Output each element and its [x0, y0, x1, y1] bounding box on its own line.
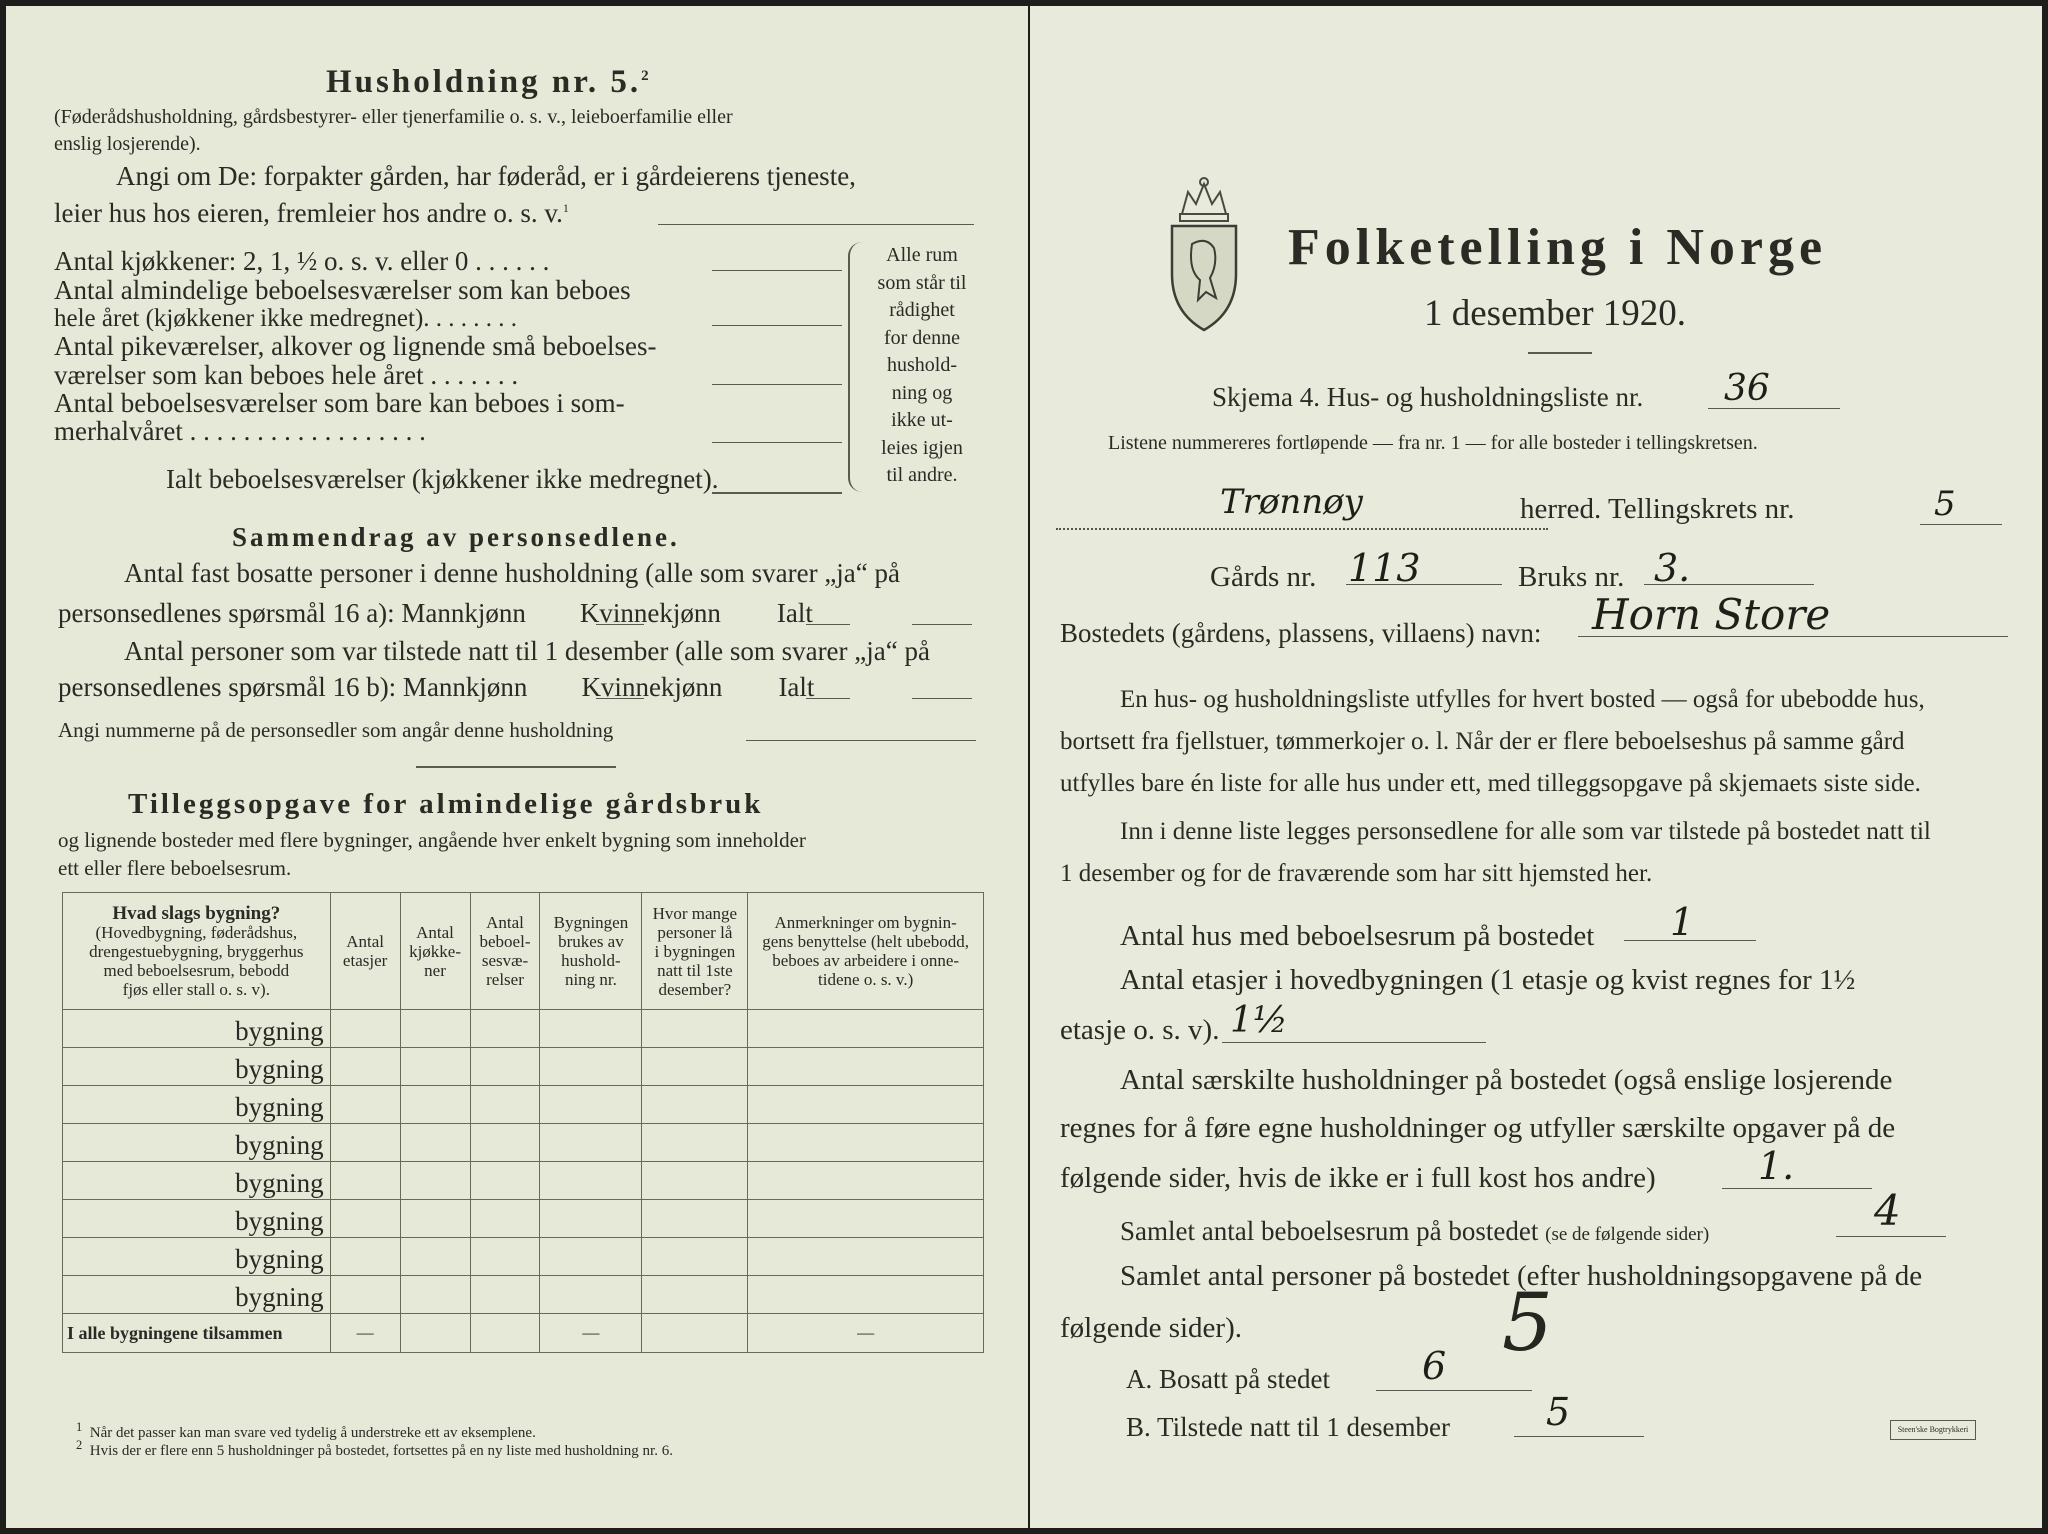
- building-cell: [642, 1048, 748, 1086]
- answer-line: [712, 325, 842, 326]
- angi-answer-line: [658, 224, 974, 225]
- rooms-kitchens: Antal kjøkkener: 2, 1, ½ o. s. v. eller 0 . . . . . .: [54, 246, 550, 276]
- rooms-summer-2: merhalvåret . . . . . . . . . . . . . . . . . .: [54, 416, 426, 446]
- building-cell: [400, 1048, 470, 1086]
- header-kitchens: Antal kjøkke- ner: [400, 893, 470, 1010]
- building-cell: [540, 1276, 642, 1314]
- answer-line: [596, 698, 644, 699]
- building-cell: [642, 1162, 748, 1200]
- rooms-ordinary-1: Antal almindelige beboelsesværelser som kan beboes: [54, 275, 631, 305]
- answer-line: [1056, 528, 1548, 530]
- skjema-label: Skjema 4. Hus- og husholdningsliste nr.: [1212, 382, 1644, 412]
- table-row: [63, 1048, 984, 1086]
- building-label: bygning: [63, 1048, 331, 1086]
- building-cell: [400, 1238, 470, 1276]
- building-cell: [748, 1162, 984, 1200]
- answer-line: [1920, 524, 2002, 525]
- right-page: [1030, 6, 2042, 1528]
- building-cell: [400, 1124, 470, 1162]
- header-persons: Hvor mange personer lå i bygningen natt til 1ste desember?: [642, 893, 748, 1010]
- answer-line: [1222, 1042, 1486, 1043]
- intro-4: Inn i denne liste legges personsedlene for alle som var tilstede på bostedet natt til: [1120, 818, 1931, 845]
- building-cell: [470, 1010, 540, 1048]
- building-cell: [540, 1124, 642, 1162]
- building-label: bygning: [63, 1124, 331, 1162]
- table-row: [63, 1124, 984, 1162]
- addendum-sub-1: og lignende bosteder med flere bygninger, angående hver enkelt bygning som inneholder: [58, 828, 806, 852]
- building-label: bygning: [63, 1276, 331, 1314]
- building-cell: [470, 1086, 540, 1124]
- building-cell: [330, 1086, 400, 1124]
- building-label: bygning: [63, 1162, 331, 1200]
- rooms-ordinary-2: hele året (kjøkkener ikke medregnet). . . . . . . .: [54, 305, 518, 332]
- husholdninger-value: 1.: [1758, 1144, 1795, 1188]
- household-subtitle-2: enslig losjerende).: [54, 133, 201, 155]
- building-cell: [642, 1010, 748, 1048]
- intro-2: bortsett fra fjellstuer, tømmerkojer o. l. Når der er flere beboelseshus på samme gård: [1060, 728, 1905, 755]
- building-cell: [470, 1048, 540, 1086]
- building-cell: [400, 1200, 470, 1238]
- building-label: bygning: [63, 1238, 331, 1276]
- tellingskrets-number: 5: [1934, 484, 1956, 524]
- answer-line: [1514, 1436, 1644, 1437]
- bosatt-value: 6: [1422, 1344, 1447, 1388]
- building-cell: [540, 1048, 642, 1086]
- bruks-number: 3.: [1654, 546, 1691, 590]
- angi-line-1: Angi om De: forpakter gården, har føderåd, er i gårdeierens tjeneste,: [116, 161, 856, 191]
- header-rooms: Antal beboel- sesvæ- relser: [470, 893, 540, 1010]
- building-cell: [540, 1238, 642, 1276]
- table-row: [63, 1200, 984, 1238]
- etasjer-line-2: etasje o. s. v).: [1060, 1014, 1220, 1046]
- coat-of-arms-icon: [1166, 174, 1242, 334]
- header-remarks: Anmerkninger om bygnin- gens benyttelse (helt ubebodd, beboes av arbeidere i onne- tidene o. s. v.): [748, 893, 984, 1010]
- building-cell: [400, 1276, 470, 1314]
- total-cell: —: [748, 1314, 984, 1353]
- table-row: [63, 1162, 984, 1200]
- household-title: Husholdning nr. 5.$^2$: [326, 64, 652, 100]
- bruks-label: Bruks nr.: [1518, 561, 1625, 593]
- answer-line: [712, 442, 842, 443]
- total-cell: [642, 1314, 748, 1353]
- listene-note: Listene nummereres fortløpende — fra nr. 1 — for alle bosteder i tellingskretsen.: [1108, 432, 1758, 454]
- bosted-label: Bostedets (gårdens, plassens, villaens) navn:: [1060, 618, 1542, 648]
- table-row: [63, 1010, 984, 1048]
- rooms-maid-2: værelser som kan beboes hele året . . . . . . .: [54, 360, 519, 390]
- etasjer-line-1: Antal etasjer i hovedbygningen (1 etasje og kvist regnes for 1½: [1120, 964, 1856, 996]
- addendum-title: Tilleggsopgave for almindelige gårdsbruk: [128, 788, 764, 820]
- total-label: I alle bygningene tilsammen: [63, 1314, 331, 1353]
- answer-line: [596, 624, 644, 625]
- building-cell: [330, 1048, 400, 1086]
- building-cell: [470, 1124, 540, 1162]
- answer-line: [912, 624, 972, 625]
- household-subtitle: (Føderådshusholdning, gårdsbestyrer- eller tjenerfamilie o. s. v., leieboerfamilie eller: [54, 106, 733, 128]
- angi-line-2: leier hus hos eieren, fremleier hos andre o. s. v.$^1$: [54, 198, 569, 228]
- census-date: 1 desember 1920.: [1424, 293, 1687, 334]
- table-row: [63, 1276, 984, 1314]
- building-cell: [470, 1238, 540, 1276]
- fast-line-2: personsedlenes spørsmål 16 a): Mannkjønn Kvinnekjønn Ialt: [58, 598, 813, 628]
- husholdninger-line-1: Antal særskilte husholdninger på bostedet (også enslige losjerende: [1120, 1064, 1893, 1096]
- personer-line-1: Samlet antal personer på bostedet (efter husholdningsopgavene på de: [1120, 1260, 1923, 1292]
- building-rows: [63, 1010, 984, 1314]
- tilstede-label: B. Tilstede natt til 1 desember: [1126, 1412, 1450, 1442]
- skjema-number: 36: [1724, 368, 1770, 409]
- answer-line: [746, 740, 976, 741]
- antal-hus-value: 1: [1670, 900, 1695, 944]
- building-cell: [642, 1200, 748, 1238]
- building-label: bygning: [63, 1010, 331, 1048]
- table-row: [63, 1238, 984, 1276]
- husholdninger-line-2: regnes for å føre egne husholdninger og utfyller særskilte opgaver på de: [1060, 1112, 1896, 1144]
- building-cell: [748, 1276, 984, 1314]
- beboelsesrum-value: 4: [1874, 1186, 1901, 1235]
- personer-bracket-value: 5: [1502, 1276, 1553, 1369]
- bosted-name: Horn Store: [1592, 590, 1831, 639]
- gards-number: 113: [1348, 546, 1421, 590]
- building-cell: [748, 1010, 984, 1048]
- answer-line: [712, 492, 842, 494]
- building-cell: [540, 1010, 642, 1048]
- rooms-summer-1: Antal beboelsesværelser som bare kan beboes i som-: [54, 388, 625, 418]
- building-cell: [330, 1238, 400, 1276]
- intro-5: 1 desember og for de fraværende som har sitt hjemsted her.: [1060, 860, 1653, 887]
- census-title: Folketelling i Norge: [1288, 219, 1828, 276]
- building-cell: [748, 1048, 984, 1086]
- answer-line: [1722, 1188, 1872, 1189]
- herred-label: herred. Tellingskrets nr.: [1520, 493, 1795, 525]
- building-cell: [400, 1162, 470, 1200]
- building-cell: [642, 1276, 748, 1314]
- addendum-sub-2: ett eller flere beboelsesrum.: [58, 856, 292, 880]
- intro-1: En hus- og husholdningsliste utfylles for hvert bosted — også for ubebodde hus,: [1120, 686, 1925, 713]
- tilstede-line-2: personsedlenes spørsmål 16 b): Mannkjønn Kvinnekjønn Ialt: [58, 672, 815, 702]
- building-cell: [748, 1200, 984, 1238]
- angi-nummerne: Angi nummerne på de personsedler som angår denne husholdning: [58, 718, 614, 742]
- herred-value: Trønnøy: [1220, 482, 1363, 522]
- building-cell: [642, 1238, 748, 1276]
- header-household: Bygningen brukes av hushold- ning nr.: [540, 893, 642, 1010]
- building-cell: [470, 1162, 540, 1200]
- building-cell: [540, 1086, 642, 1124]
- rooms-total-label: Ialt beboelsesværelser (kjøkkener ikke medregnet).: [166, 464, 719, 494]
- total-cell: [470, 1314, 540, 1353]
- tilstede-line-1: Antal personer som var tilstede natt til 1 desember (alle som svarer „ja“ på: [124, 636, 930, 666]
- building-cell: [330, 1124, 400, 1162]
- building-cell: [330, 1276, 400, 1314]
- etasjer-value: 1½: [1230, 1000, 1288, 1041]
- building-table: [62, 892, 984, 1353]
- building-cell: [400, 1086, 470, 1124]
- answer-line: [806, 698, 850, 699]
- title-divider: [1528, 352, 1592, 354]
- total-cell: [400, 1314, 470, 1353]
- footnote-1: $^1$ Når det passer kan man svare ved tydelig å understreke ett av eksemplene.: [76, 1420, 536, 1441]
- personer-line-2: følgende sider).: [1060, 1312, 1242, 1344]
- building-cell: [470, 1276, 540, 1314]
- building-cell: [330, 1010, 400, 1048]
- building-cell: [540, 1200, 642, 1238]
- fast-line-1: Antal fast bosatte personer i denne husholdning (alle som svarer „ja“ på: [124, 558, 900, 588]
- answer-line: [806, 624, 850, 625]
- header-floors: Antal etasjer: [330, 893, 400, 1010]
- total-cell: —: [540, 1314, 642, 1353]
- answer-line: [912, 698, 972, 699]
- building-label: bygning: [63, 1200, 331, 1238]
- tilstede-value: 5: [1546, 1390, 1571, 1434]
- answer-line: [1836, 1236, 1946, 1237]
- gards-label: Gårds nr.: [1210, 561, 1317, 593]
- building-cell: [748, 1086, 984, 1124]
- building-cell: [400, 1010, 470, 1048]
- total-cell: —: [330, 1314, 400, 1353]
- building-cell: [642, 1086, 748, 1124]
- building-label: bygning: [63, 1086, 331, 1124]
- building-cell: [330, 1162, 400, 1200]
- building-cell: [470, 1200, 540, 1238]
- answer-line: [712, 384, 842, 385]
- intro-3: utfylles bare én liste for alle hus under ett, med tilleggsopgave på skjemaets siste side.: [1060, 770, 1921, 797]
- beboelsesrum-label: Samlet antal beboelsesrum på bostedet (se de følgende sider): [1120, 1216, 1710, 1246]
- building-cell: [748, 1124, 984, 1162]
- building-cell: [748, 1238, 984, 1276]
- section-divider: [416, 766, 616, 768]
- building-cell: [330, 1200, 400, 1238]
- table-row: [63, 1086, 984, 1124]
- table-total-row: [63, 1314, 984, 1353]
- table-header-row: [63, 893, 984, 1010]
- antal-hus-label: Antal hus med beboelsesrum på bostedet: [1120, 920, 1595, 952]
- husholdninger-line-3: følgende sider, hvis de ikke er i full kost hos andre): [1060, 1162, 1656, 1194]
- footnote-2: $^2$ Hvis der er flere enn 5 husholdninger på bostedet, fortsettes på en ny liste med husholdning nr. 6.: [76, 1438, 673, 1459]
- building-cell: [642, 1124, 748, 1162]
- building-cell: [540, 1162, 642, 1200]
- answer-line: [712, 270, 842, 271]
- rooms-maid-1: Antal pikeværelser, alkover og lignende små beboelses-: [54, 331, 657, 361]
- bosatt-label: A. Bosatt på stedet: [1126, 1364, 1330, 1394]
- printer-stamp: Steen'ske Bogtrykkeri: [1890, 1420, 1976, 1440]
- brace-note: Alle rum som står til rådighet for denne hushold- ning og ikke ut- leies igjen til andre.: [877, 244, 967, 486]
- header-building-type: Hvad slags bygning? (Hovedbygning, føderådshus, drengestuebygning, bryggerhus med beboelsesrum, bebodd fjøs eller stall o. s. v).: [63, 893, 331, 1010]
- summary-title: Sammendrag av personsedlene.: [232, 522, 680, 552]
- answer-line: [1376, 1390, 1532, 1391]
- left-page: [6, 6, 1028, 1528]
